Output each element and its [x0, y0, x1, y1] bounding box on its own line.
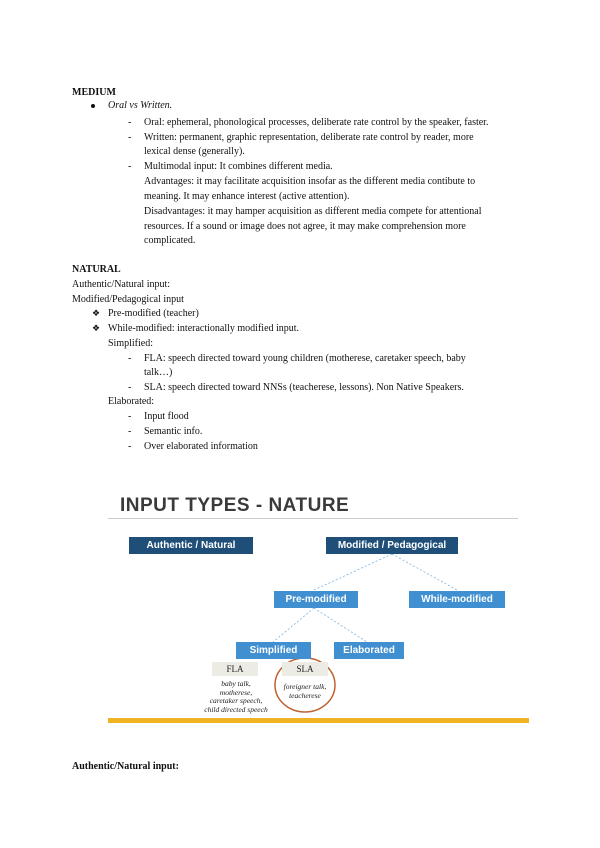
elab-item-over-elaborated: Over elaborated information [144, 441, 258, 452]
connector-line [273, 608, 314, 642]
diamond-bullet-icon: ❖ [92, 323, 101, 333]
natural-heading: NATURAL [72, 264, 121, 275]
dash-icon: - [128, 117, 132, 128]
disadvantages-line1: Disadvantages: it may hamper acquisition as different media compete for attentional [144, 206, 482, 217]
elab-item-semantic: Semantic info. [144, 426, 203, 437]
sla-label: SLA [282, 662, 328, 676]
disadvantages-line2: resources. If a sound or image does not agree, it may make comprehension more [144, 221, 466, 232]
pre-modified-box: Pre-modified [274, 591, 358, 608]
authentic-natural-box: Authentic / Natural [129, 537, 253, 554]
connector-line [314, 608, 367, 642]
dash-icon: - [128, 441, 132, 452]
dash-icon: - [128, 132, 132, 143]
advantages-line2: meaning. It may enhance interest (active attention). [144, 191, 350, 202]
simplified-box: Simplified [236, 642, 311, 659]
medium-heading: MEDIUM [72, 87, 116, 98]
multimodal-item: Multimodal input: It combines different media. [144, 161, 333, 172]
fla-item-line1: FLA: speech directed toward young children (motherese, caretaker speech, baby [144, 353, 466, 364]
fla-note [192, 680, 280, 714]
dash-icon: - [128, 382, 132, 393]
while-modified-item: While-modified: interactionally modified input. [108, 323, 300, 334]
while-modified-box: While-modified [409, 591, 505, 608]
input-types-diagram [100, 467, 529, 727]
written-item-line2: lexical dense (generally). [144, 146, 245, 157]
title-divider [108, 518, 518, 519]
dash-icon: - [128, 161, 132, 172]
written-item-line1: Written: permanent, graphic representation, deliberate rate control by reader, more [144, 132, 474, 143]
diamond-bullet-icon: ❖ [92, 308, 101, 318]
authentic-natural-heading: Authentic/Natural input: [72, 761, 179, 772]
modified-pedagogical-box: Modified / Pedagogical [326, 537, 458, 554]
fla-note-line: child directed speech [204, 704, 268, 714]
authentic-input-line: Authentic/Natural input: [72, 279, 171, 290]
bullet-dot-icon [91, 104, 95, 108]
simplified-label: Simplified: [108, 338, 153, 349]
connector-line [314, 554, 392, 590]
pre-modified-item: Pre-modified (teacher) [108, 308, 199, 319]
dash-icon: - [128, 426, 132, 437]
sla-note [270, 683, 340, 700]
elaborated-label: Elaborated: [108, 396, 155, 407]
elab-item-input-flood: Input flood [144, 411, 189, 422]
fla-label: FLA [212, 662, 258, 676]
elaborated-box: Elaborated [334, 642, 404, 659]
oral-vs-written: Oral vs Written. [108, 100, 173, 111]
sla-item: SLA: speech directed toward NNSs (teacherese, lessons). Non Native Speakers. [144, 382, 464, 393]
fla-note-line: baby talk, [221, 679, 251, 688]
fla-note-line: motherese, [219, 687, 253, 697]
disadvantages-line3: complicated. [144, 235, 196, 246]
diagram-title: INPUT TYPES - NATURE [120, 495, 350, 516]
dash-icon: - [128, 411, 132, 422]
oral-item: Oral: ephemeral, phonological processes, deliberate rate control by the speaker, faster. [144, 117, 489, 128]
fla-item-line2: talk…) [144, 367, 173, 378]
modified-input-line: Modified/Pedagogical input [72, 294, 184, 305]
sla-note-line: foreigner talk, [283, 682, 327, 691]
fla-note-line: caretaker speech, [209, 696, 263, 705]
connector-line [392, 554, 457, 590]
accent-bar [108, 718, 529, 723]
sla-note-line: teacherese [289, 690, 321, 700]
advantages-line1: Advantages: it may facilitate acquisition insofar as the different media contibute to [144, 176, 476, 187]
dash-icon: - [128, 353, 132, 364]
